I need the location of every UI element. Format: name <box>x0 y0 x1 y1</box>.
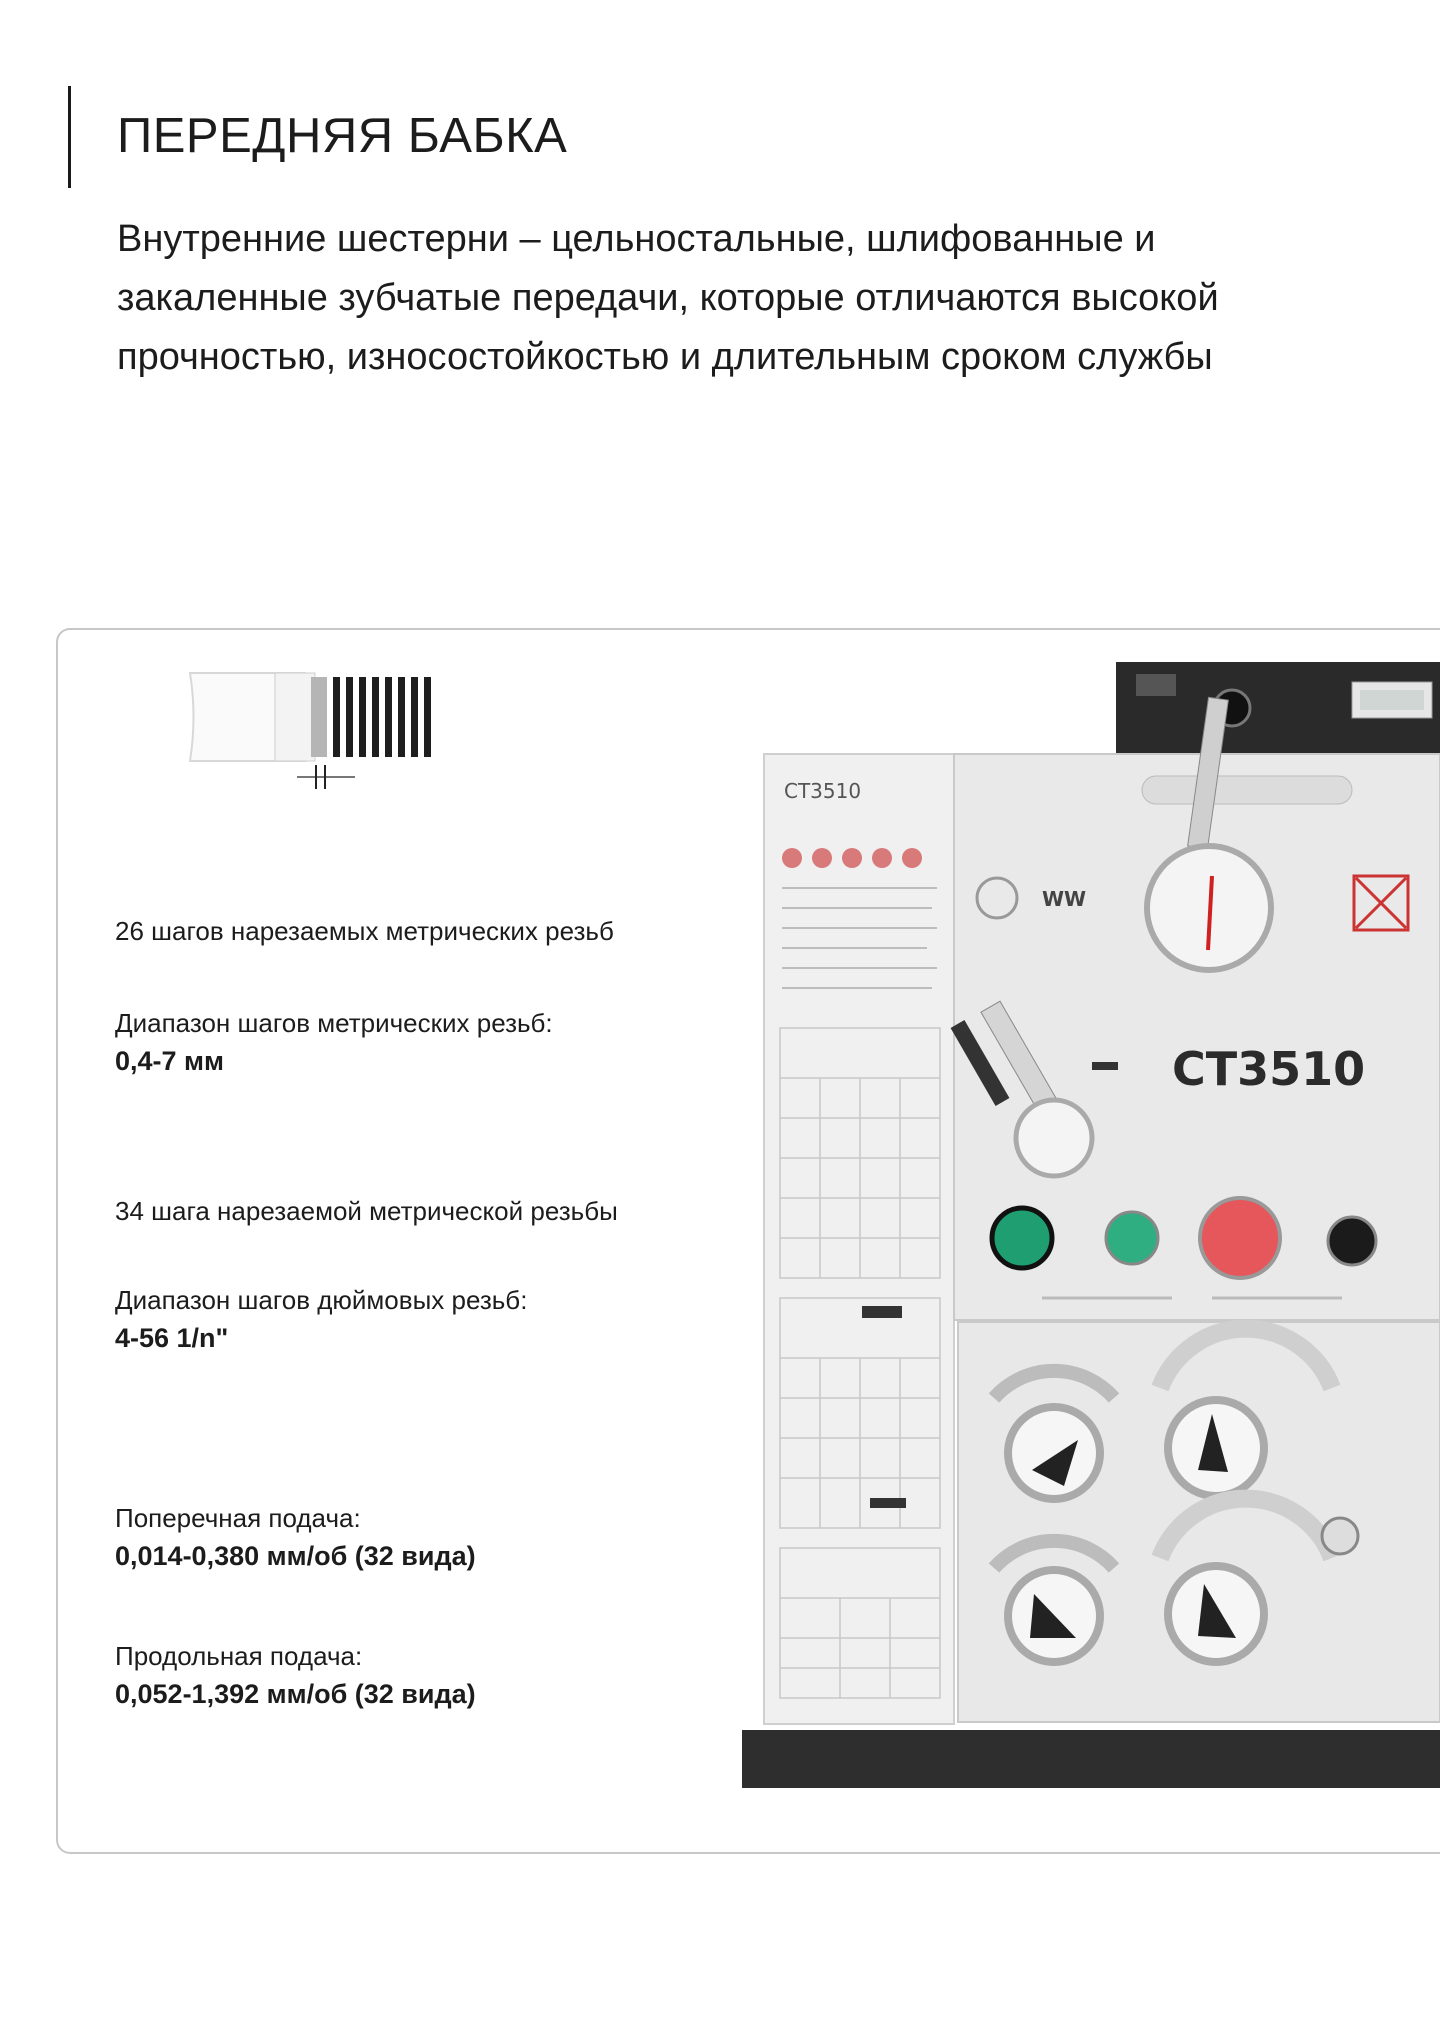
lead-paragraph: Внутренние шестерни – цельностальные, шлифованные и закаленные зубчатые передачи, которые отличаются высокой прочностью, износостойкостью и длительным сроком службы <box>117 218 1219 378</box>
spec-label: 26 шагов нарезаемых метрических резьб <box>115 916 614 946</box>
spec-inch-range <box>115 1282 527 1358</box>
panel-title-text: CT3510 <box>784 779 862 803</box>
spec-value: 0,052-1,392 мм/об (32 вида) <box>115 1679 476 1709</box>
spec-value: 0,014-0,380 мм/об (32 вида) <box>115 1541 476 1571</box>
spec-label: Продольная подача: <box>115 1641 363 1671</box>
page-title: ПЕРЕДНЯЯ БАБКА <box>117 109 568 163</box>
thread-profile-icon <box>135 663 465 795</box>
spec-value: 4-56 1/n" <box>115 1323 229 1353</box>
spec-longitudinal-feed <box>115 1638 476 1714</box>
spec-metric-steps <box>115 913 614 949</box>
svg-text:WW: WW <box>1042 887 1087 911</box>
spec-label: Поперечная подача: <box>115 1503 361 1533</box>
spec-cross-feed <box>115 1500 476 1576</box>
title-accent-bar <box>68 86 71 188</box>
spec-label: Диапазон шагов метрических резьб: <box>115 1008 553 1038</box>
spec-value: 0,4-7 мм <box>115 1046 224 1076</box>
headstock-photo <box>742 658 1440 1788</box>
spec-metric-thread-steps <box>115 1193 618 1229</box>
model-label: CT3510 <box>1172 1042 1366 1096</box>
spec-label: 34 шага нарезаемой метрической резьбы <box>115 1196 618 1226</box>
spec-label: Диапазон шагов дюймовых резьб: <box>115 1285 528 1315</box>
spec-metric-range <box>115 1005 553 1081</box>
